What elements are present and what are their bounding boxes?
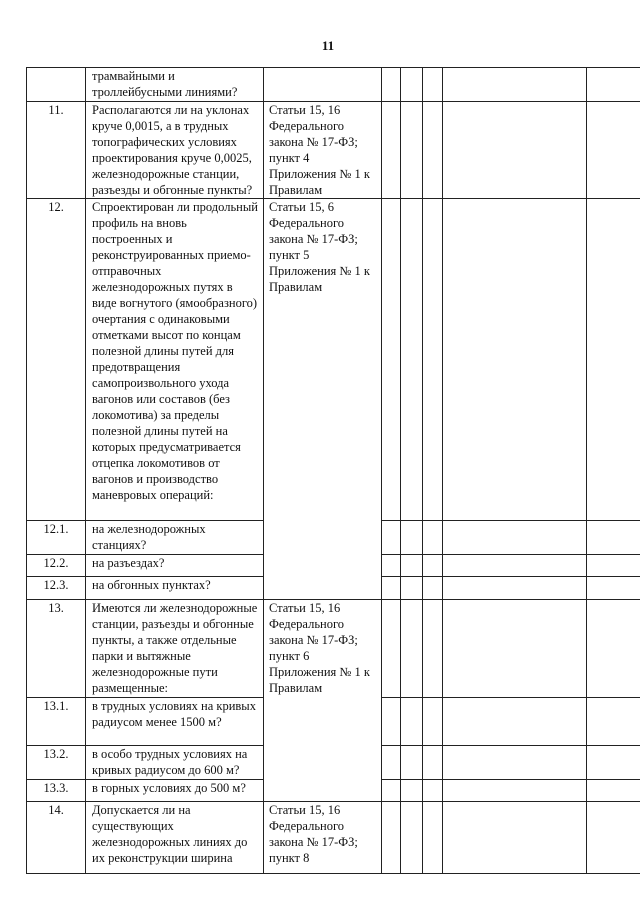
- answer-no-cell[interactable]: [401, 555, 423, 577]
- comment-cell[interactable]: [443, 68, 587, 102]
- answer-no-cell[interactable]: [401, 698, 423, 746]
- answer-no-cell[interactable]: [401, 746, 423, 780]
- reference-cell: [264, 577, 382, 600]
- row-number: 13.: [27, 600, 86, 698]
- answer-yes-cell[interactable]: [382, 600, 401, 698]
- answer-na-cell[interactable]: [423, 199, 443, 521]
- table-row: [27, 802, 640, 874]
- comment-cell[interactable]: [443, 199, 587, 521]
- table-row: [27, 68, 640, 102]
- note-cell[interactable]: [587, 199, 640, 521]
- answer-yes-cell[interactable]: [382, 102, 401, 199]
- reference-cell: Статьи 15, 16 Федерального закона № 17-ФЗ; пункт 8: [264, 802, 382, 874]
- table-row: [27, 555, 640, 577]
- table-row: [27, 698, 640, 746]
- answer-no-cell[interactable]: [401, 68, 423, 102]
- reference-cell: Статьи 15, 16 Федерального закона № 17-ФЗ; пункт 4 Приложения № 1 к Правилам: [264, 102, 382, 199]
- row-number: 12.2.: [27, 555, 86, 577]
- answer-na-cell[interactable]: [423, 521, 443, 555]
- reference-cell: [264, 780, 382, 802]
- reference-cell: [264, 698, 382, 746]
- note-cell[interactable]: [587, 68, 640, 102]
- answer-yes-cell[interactable]: [382, 521, 401, 555]
- answer-na-cell[interactable]: [423, 68, 443, 102]
- row-number: 11.: [27, 102, 86, 199]
- note-cell[interactable]: [587, 521, 640, 555]
- table-row: [27, 102, 640, 199]
- note-cell[interactable]: [587, 577, 640, 600]
- row-number: 12.3.: [27, 577, 86, 600]
- answer-yes-cell[interactable]: [382, 802, 401, 874]
- row-number: 12.1.: [27, 521, 86, 555]
- note-cell[interactable]: [587, 780, 640, 802]
- note-cell[interactable]: [587, 746, 640, 780]
- comment-cell[interactable]: [443, 698, 587, 746]
- comment-cell[interactable]: [443, 802, 587, 874]
- answer-yes-cell[interactable]: [382, 577, 401, 600]
- reference-cell: [264, 746, 382, 780]
- question-cell: Располагаются ли на уклонах круче 0,0015, а в трудных топографических условиях проектирования круче 0,0025, железнодорожные станции, разъезды и обгонные пункты?: [86, 102, 264, 199]
- comment-cell[interactable]: [443, 600, 587, 698]
- answer-na-cell[interactable]: [423, 555, 443, 577]
- row-number: 13.2.: [27, 746, 86, 780]
- comment-cell[interactable]: [443, 521, 587, 555]
- answer-yes-cell[interactable]: [382, 746, 401, 780]
- answer-yes-cell[interactable]: [382, 68, 401, 102]
- note-cell[interactable]: [587, 555, 640, 577]
- question-cell: Имеются ли железнодорожные станции, разъезды и обгонные пункты, а также отдельные парки и вытяжные железнодорожные пути размещенные:: [86, 600, 264, 698]
- row-number: [27, 68, 86, 102]
- question-cell: в горных условиях до 500 м?: [86, 780, 264, 802]
- comment-cell[interactable]: [443, 746, 587, 780]
- row-number: 13.1.: [27, 698, 86, 746]
- row-number: 12.: [27, 199, 86, 521]
- question-cell: на разъездах?: [86, 555, 264, 577]
- reference-cell: [264, 555, 382, 577]
- table-row: [27, 746, 640, 780]
- answer-na-cell[interactable]: [423, 600, 443, 698]
- comment-cell[interactable]: [443, 780, 587, 802]
- question-cell: Спроектирован ли продольный профиль на вновь построенных и реконструированных приемо-отправочных железнодорожных путях в виде вогнутого (ямообразного) очертания с одинаковыми отметками высот по концам полезной длины путей для предотвращения самопроизвольного ухода вагонов или составов (без локомотива) за пределы полезной длины путей на которых предусматривается отцепка локомотивов от вагонов и производство маневровых операций:: [86, 199, 264, 521]
- row-number: 14.: [27, 802, 86, 874]
- answer-no-cell[interactable]: [401, 780, 423, 802]
- table-row: [27, 600, 640, 698]
- note-cell[interactable]: [587, 102, 640, 199]
- row-number: 13.3.: [27, 780, 86, 802]
- answer-na-cell[interactable]: [423, 698, 443, 746]
- answer-no-cell[interactable]: [401, 600, 423, 698]
- answer-na-cell[interactable]: [423, 780, 443, 802]
- table-row: [27, 199, 640, 521]
- question-cell: на железнодорожных станциях?: [86, 521, 264, 555]
- comment-cell[interactable]: [443, 555, 587, 577]
- answer-yes-cell[interactable]: [382, 199, 401, 521]
- answer-yes-cell[interactable]: [382, 780, 401, 802]
- page-number: 11: [321, 38, 335, 53]
- reference-cell: [264, 521, 382, 555]
- reference-cell: Статьи 15, 6 Федерального закона № 17-ФЗ; пункт 5 Приложения № 1 к Правилам: [264, 199, 382, 521]
- answer-no-cell[interactable]: [401, 521, 423, 555]
- question-cell: в трудных условиях на кривых радиусом менее 1500 м?: [86, 698, 264, 746]
- question-cell: Допускается ли на существующих железнодорожных линиях до их реконструкции ширина: [86, 802, 264, 874]
- note-cell[interactable]: [587, 802, 640, 874]
- answer-no-cell[interactable]: [401, 802, 423, 874]
- comment-cell[interactable]: [443, 102, 587, 199]
- checklist-table: [26, 67, 640, 874]
- answer-na-cell[interactable]: [423, 746, 443, 780]
- table-row: [27, 521, 640, 555]
- answer-no-cell[interactable]: [401, 102, 423, 199]
- question-cell: в особо трудных условиях на кривых радиусом до 600 м?: [86, 746, 264, 780]
- note-cell[interactable]: [587, 698, 640, 746]
- question-cell: трамвайными и троллейбусными линиями?: [86, 68, 264, 102]
- comment-cell[interactable]: [443, 577, 587, 600]
- table-row: [27, 780, 640, 802]
- table-row: [27, 577, 640, 600]
- question-cell: на обгонных пунктах?: [86, 577, 264, 600]
- answer-na-cell[interactable]: [423, 802, 443, 874]
- note-cell[interactable]: [587, 600, 640, 698]
- answer-no-cell[interactable]: [401, 199, 423, 521]
- answer-yes-cell[interactable]: [382, 555, 401, 577]
- answer-no-cell[interactable]: [401, 577, 423, 600]
- reference-cell: [264, 68, 382, 102]
- answer-yes-cell[interactable]: [382, 698, 401, 746]
- answer-na-cell[interactable]: [423, 102, 443, 199]
- reference-cell: Статьи 15, 16 Федерального закона № 17-ФЗ; пункт 6 Приложения № 1 к Правилам: [264, 600, 382, 698]
- answer-na-cell[interactable]: [423, 577, 443, 600]
